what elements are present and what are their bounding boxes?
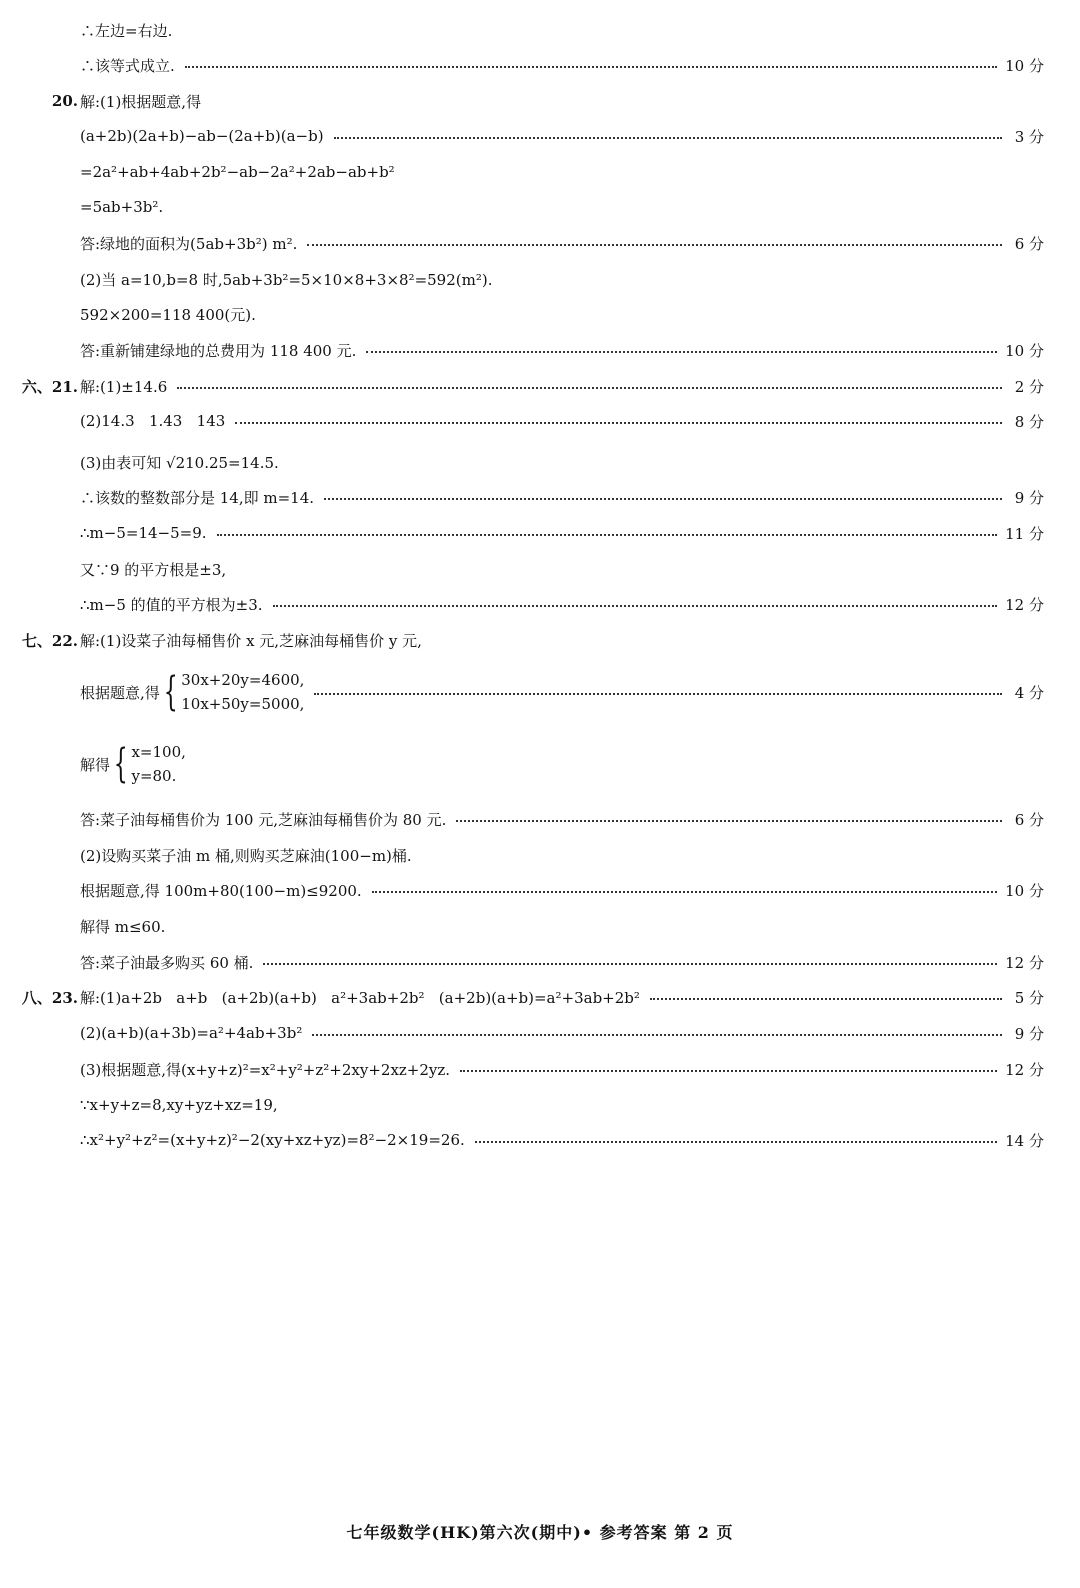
system-prefix: 解得 [80, 755, 111, 774]
answer-line [80, 338, 1044, 362]
score: 6 分 [1014, 810, 1044, 829]
answer-line [80, 231, 1044, 255]
question-number: 八、23. [21, 988, 78, 1007]
score: 10 分 [1005, 341, 1044, 360]
line-text: ∴m−5 的值的平方根为±3. [80, 595, 263, 614]
line-text: 答:绿地的面积为(5ab+3b²) m². [80, 234, 298, 253]
equation: 30x+20y=4600, [181, 671, 305, 689]
brace-icon: { [163, 669, 178, 715]
dot-leader [324, 498, 1002, 500]
score: 8 分 [1014, 412, 1044, 431]
dot-leader [177, 387, 1002, 389]
score: 3 分 [1014, 127, 1044, 146]
dot-leader [273, 605, 998, 607]
score: 4 分 [1014, 683, 1044, 702]
line-text: 答:菜子油每桶售价为 100 元,芝麻油每桶售价为 80 元. [80, 810, 447, 829]
line-text: 答:菜子油最多购买 60 桶. [80, 953, 254, 972]
dot-leader [314, 693, 1002, 695]
answer-line [80, 409, 1044, 433]
answer-line [80, 450, 1044, 474]
score: 9 分 [1014, 1024, 1044, 1043]
line-text: 592×200=118 400(元). [80, 305, 256, 324]
answer-line [21, 374, 1044, 398]
dot-leader [650, 998, 1002, 1000]
line-text: 答:重新铺建绿地的总费用为 118 400 元. [80, 341, 357, 360]
dot-leader [460, 1070, 997, 1072]
score: 6 分 [1014, 234, 1044, 253]
dot-leader [366, 351, 997, 353]
equation: 10x+50y=5000, [181, 695, 305, 713]
line-text: ∴x²+y²+z²=(x+y+z)²−2(xy+xz+yz)=8²−2×19=26. [80, 1131, 465, 1149]
line-text: ∴左边=右边. [80, 21, 173, 40]
dot-leader [372, 891, 997, 893]
equations [181, 670, 304, 714]
dot-leader [185, 66, 997, 68]
equation-system [80, 670, 1044, 714]
line-text: 根据题意,得 100m+80(100−m)≤9200. [80, 881, 362, 900]
score: 11 分 [1005, 524, 1044, 543]
equation-system [80, 742, 1044, 786]
question-number: 六、21. [21, 377, 78, 396]
question-number: 七、22. [21, 631, 78, 650]
brace-icon: { [113, 741, 128, 787]
line-text: (2)14.3 1.43 143 [80, 412, 226, 430]
score: 5 分 [1014, 988, 1044, 1007]
answer-line [80, 843, 1044, 867]
answer-line [80, 914, 1044, 938]
page-footer: 七年级数学(HK)第六次(期中)• 参考答案 第 2 页 [346, 1523, 734, 1542]
dot-leader [217, 534, 998, 536]
dot-leader [456, 820, 1002, 822]
answer-line [80, 302, 1044, 326]
answer-line [80, 485, 1044, 509]
answer-line [21, 985, 1044, 1009]
line-text: ∴该等式成立. [80, 56, 175, 75]
score: 12 分 [1005, 595, 1044, 614]
equation: y=80. [131, 767, 177, 785]
answer-line [80, 521, 1044, 545]
line-text: 解:(1)±14.6 [80, 377, 168, 396]
answer-line [80, 195, 1044, 219]
line-text: (2)设购买菜子油 m 桶,则购买芝麻油(100−m)桶. [80, 846, 412, 865]
score: 9 分 [1014, 488, 1044, 507]
equation: x=100, [131, 743, 186, 761]
dot-leader [475, 1141, 997, 1143]
line-text: (3)由表可知 √210.25=14.5. [80, 453, 279, 472]
line-text: =2a²+ab+4ab+2b²−ab−2a²+2ab−ab+b² [80, 163, 395, 181]
line-text: 解:(1)设菜子油每桶售价 x 元,芝麻油每桶售价 y 元, [80, 631, 422, 650]
line-text: 又∵9 的平方根是±3, [80, 560, 227, 579]
score: 12 分 [1005, 953, 1044, 972]
answer-line [51, 89, 1044, 113]
answer-line [80, 53, 1044, 77]
score: 2 分 [1014, 377, 1044, 396]
answer-line [80, 1128, 1044, 1152]
line-text: ∴该数的整数部分是 14,即 m=14. [80, 488, 315, 507]
answer-line [80, 124, 1044, 148]
line-text: 解:(1)a+2b a+b (a+2b)(a+b) a²+3ab+2b² (a+2b)(a+b)=a²+3ab+2b² [80, 988, 640, 1007]
dot-leader [307, 244, 1002, 246]
system-prefix: 根据题意,得 [80, 683, 160, 702]
line-text: (2)(a+b)(a+3b)=a²+4ab+3b² [80, 1024, 303, 1042]
question-number: 20. [51, 92, 78, 110]
answer-line [80, 950, 1044, 974]
dot-leader [312, 1034, 1002, 1036]
score: 10 分 [1005, 56, 1044, 75]
answer-line [80, 557, 1044, 581]
answer-line [80, 592, 1044, 616]
score: 14 分 [1005, 1131, 1044, 1150]
score: 10 分 [1005, 881, 1044, 900]
line-text: ∴m−5=14−5=9. [80, 524, 207, 542]
score: 12 分 [1005, 1060, 1044, 1079]
answer-line [80, 267, 1044, 291]
dot-leader [263, 963, 997, 965]
dot-leader [334, 137, 1002, 139]
line-text: (3)根据题意,得(x+y+z)²=x²+y²+z²+2xy+2xz+2yz. [80, 1060, 451, 1079]
line-text: (a+2b)(2a+b)−ab−(2a+b)(a−b) [80, 127, 324, 145]
line-text: (2)当 a=10,b=8 时,5ab+3b²=5×10×8+3×8²=592(m²). [80, 270, 493, 289]
answer-line [80, 160, 1044, 184]
line-text: 解:(1)根据题意,得 [80, 92, 202, 111]
answer-line [21, 628, 1044, 652]
answer-line [80, 1021, 1044, 1045]
line-text: ∵x+y+z=8,xy+yz+xz=19, [80, 1096, 278, 1114]
line-text: =5ab+3b². [80, 198, 164, 216]
line-text: 解得 m≤60. [80, 917, 166, 936]
answer-line [80, 878, 1044, 902]
equations [131, 742, 185, 786]
answer-line [80, 1057, 1044, 1081]
dot-leader [235, 422, 1002, 424]
answer-line [80, 18, 1044, 42]
answer-line [80, 1093, 1044, 1117]
answer-line [80, 807, 1044, 831]
